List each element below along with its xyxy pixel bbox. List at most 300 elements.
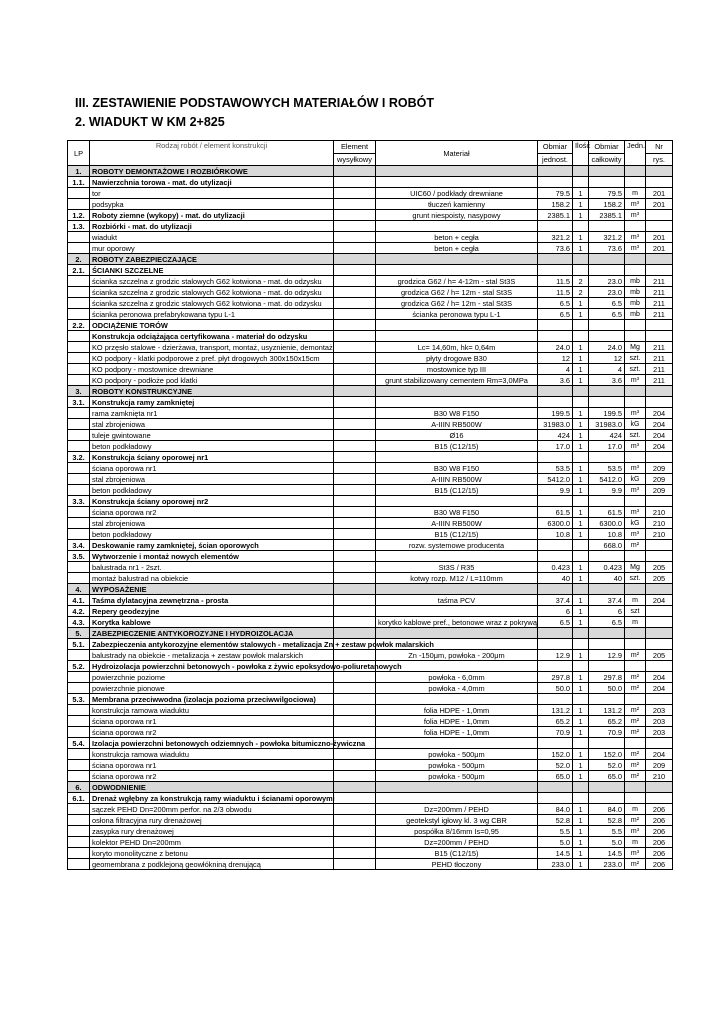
row-material: B30 W8 F150 bbox=[376, 463, 538, 474]
row-unit: Mg bbox=[625, 342, 646, 353]
row-total: 70.9 bbox=[589, 727, 625, 738]
row-unit bbox=[625, 793, 646, 804]
row-lp bbox=[68, 771, 90, 782]
row-unit: m³ bbox=[625, 210, 646, 221]
row-drawing-nr bbox=[646, 331, 673, 342]
row-unit: m³ bbox=[625, 463, 646, 474]
row-name: ściana oporowa nr1 bbox=[90, 463, 334, 474]
row-element bbox=[334, 771, 376, 782]
row-lp: 5.2. bbox=[68, 661, 90, 672]
row-name: KO podpory - mostownice drewniane bbox=[90, 364, 334, 375]
row-qty bbox=[573, 584, 589, 595]
row-material bbox=[376, 386, 538, 397]
row-qty: 2 bbox=[573, 276, 589, 287]
row-material bbox=[376, 452, 538, 463]
row-unit-measure: 321.2 bbox=[538, 232, 573, 243]
table-row bbox=[68, 441, 673, 452]
row-lp bbox=[68, 837, 90, 848]
row-name: ściana oporowa nr2 bbox=[90, 507, 334, 518]
row-unit bbox=[625, 254, 646, 265]
row-drawing-nr: 210 bbox=[646, 518, 673, 529]
row-element bbox=[334, 342, 376, 353]
row-unit: m³ bbox=[625, 408, 646, 419]
row-unit: m² bbox=[625, 705, 646, 716]
row-total: 4 bbox=[589, 364, 625, 375]
row-unit-measure: 11.5 bbox=[538, 276, 573, 287]
row-lp bbox=[68, 474, 90, 485]
section-row bbox=[68, 386, 673, 397]
col-header-unit-measure: Obmiar bbox=[538, 141, 573, 154]
row-material: folia HDPE - 1,0mm bbox=[376, 705, 538, 716]
row-name: stal zbrojeniowa bbox=[90, 419, 334, 430]
row-name: ODWODNIENIE bbox=[90, 782, 334, 793]
row-name: Konstrukcja ściany oporowej nr2 bbox=[90, 496, 334, 507]
table-row bbox=[68, 188, 673, 199]
row-element bbox=[334, 221, 376, 232]
row-total: 65.2 bbox=[589, 716, 625, 727]
row-total: 424 bbox=[589, 430, 625, 441]
row-material: B15 (C12/15) bbox=[376, 848, 538, 859]
row-lp: 1.3. bbox=[68, 221, 90, 232]
row-lp bbox=[68, 419, 90, 430]
row-unit bbox=[625, 397, 646, 408]
row-lp bbox=[68, 650, 90, 661]
row-total: 152.0 bbox=[589, 749, 625, 760]
row-unit-measure bbox=[538, 628, 573, 639]
section-row bbox=[68, 254, 673, 265]
row-lp bbox=[68, 727, 90, 738]
row-lp: 5. bbox=[68, 628, 90, 639]
row-qty bbox=[573, 496, 589, 507]
row-name: beton podkładowy bbox=[90, 441, 334, 452]
row-lp bbox=[68, 331, 90, 342]
row-unit-measure: 3.6 bbox=[538, 375, 573, 386]
col-header-lp: LP bbox=[68, 141, 90, 166]
table-row bbox=[68, 573, 673, 584]
row-material: grodzica G62 / h= 12m - stal St3S bbox=[376, 298, 538, 309]
row-unit-measure bbox=[538, 584, 573, 595]
group-row bbox=[68, 595, 673, 606]
row-name: ścianka szczelna z grodzic stalowych G62 kotwiona - mat. do odzysku bbox=[90, 298, 334, 309]
row-unit-measure: 31983.0 bbox=[538, 419, 573, 430]
row-unit bbox=[625, 661, 646, 672]
row-total: 31983.0 bbox=[589, 419, 625, 430]
row-qty: 1 bbox=[573, 804, 589, 815]
row-qty bbox=[573, 793, 589, 804]
row-name: Izolacja powierzchni betonowych odziemnych - powłoka bitumiczno-żywiczna bbox=[90, 738, 334, 749]
row-unit: szt. bbox=[625, 430, 646, 441]
row-qty: 1 bbox=[573, 309, 589, 320]
row-drawing-nr: 211 bbox=[646, 309, 673, 320]
row-lp bbox=[68, 562, 90, 573]
table-row bbox=[68, 826, 673, 837]
table-row bbox=[68, 298, 673, 309]
row-lp: 3. bbox=[68, 386, 90, 397]
row-material bbox=[376, 496, 538, 507]
row-drawing-nr: 211 bbox=[646, 364, 673, 375]
row-lp bbox=[68, 287, 90, 298]
subsection-heading: 2. WIADUKT W KM 2+825 bbox=[75, 115, 225, 129]
row-drawing-nr bbox=[646, 584, 673, 595]
row-element bbox=[334, 353, 376, 364]
row-name: Repery geodezyjne bbox=[90, 606, 334, 617]
row-element bbox=[334, 683, 376, 694]
row-drawing-nr: 209 bbox=[646, 474, 673, 485]
row-unit: m³ bbox=[625, 441, 646, 452]
row-material: rozw. systemowe producenta bbox=[376, 540, 538, 551]
row-qty bbox=[573, 166, 589, 177]
row-drawing-nr bbox=[646, 452, 673, 463]
row-qty: 1 bbox=[573, 859, 589, 870]
row-unit-measure: 6300.0 bbox=[538, 518, 573, 529]
row-qty: 1 bbox=[573, 408, 589, 419]
row-name: Wytworzenie i montaż nowych elementów bbox=[90, 551, 334, 562]
group-row bbox=[68, 397, 673, 408]
row-element bbox=[334, 848, 376, 859]
row-total: 79.5 bbox=[589, 188, 625, 199]
row-qty: 1 bbox=[573, 188, 589, 199]
row-lp bbox=[68, 463, 90, 474]
row-drawing-nr bbox=[646, 210, 673, 221]
row-lp: 2. bbox=[68, 254, 90, 265]
row-element bbox=[334, 232, 376, 243]
row-material: B30 W8 F150 bbox=[376, 507, 538, 518]
row-material: ścianka peronowa typu L-1 bbox=[376, 309, 538, 320]
table-row bbox=[68, 364, 673, 375]
table-row bbox=[68, 529, 673, 540]
row-element bbox=[334, 650, 376, 661]
row-drawing-nr: 204 bbox=[646, 408, 673, 419]
row-unit bbox=[625, 177, 646, 188]
row-material: Ø16 bbox=[376, 430, 538, 441]
row-unit-measure: 0.423 bbox=[538, 562, 573, 573]
row-unit-measure bbox=[538, 496, 573, 507]
row-total bbox=[589, 397, 625, 408]
row-element bbox=[334, 529, 376, 540]
row-unit-measure bbox=[538, 782, 573, 793]
row-lp bbox=[68, 683, 90, 694]
row-element bbox=[334, 463, 376, 474]
row-material: A-IIIN RB500W bbox=[376, 518, 538, 529]
row-unit-measure: 9.9 bbox=[538, 485, 573, 496]
row-drawing-nr bbox=[646, 540, 673, 551]
row-element bbox=[334, 760, 376, 771]
row-lp bbox=[68, 705, 90, 716]
row-unit bbox=[625, 265, 646, 276]
row-lp bbox=[68, 760, 90, 771]
row-material bbox=[376, 584, 538, 595]
row-drawing-nr bbox=[646, 738, 673, 749]
row-element bbox=[334, 298, 376, 309]
row-name: beton podkładowy bbox=[90, 529, 334, 540]
row-drawing-nr: 211 bbox=[646, 298, 673, 309]
row-unit bbox=[625, 386, 646, 397]
row-total bbox=[589, 221, 625, 232]
row-lp bbox=[68, 507, 90, 518]
row-unit: m² bbox=[625, 672, 646, 683]
row-drawing-nr: 211 bbox=[646, 287, 673, 298]
row-material bbox=[376, 793, 538, 804]
row-total bbox=[589, 639, 625, 650]
row-name: ściana oporowa nr2 bbox=[90, 771, 334, 782]
row-lp bbox=[68, 716, 90, 727]
row-unit: Mg bbox=[625, 562, 646, 573]
row-element bbox=[334, 727, 376, 738]
row-element bbox=[334, 584, 376, 595]
row-material bbox=[376, 738, 538, 749]
row-material: powłoka - 500μm bbox=[376, 749, 538, 760]
row-unit-measure: 65.0 bbox=[538, 771, 573, 782]
row-lp bbox=[68, 364, 90, 375]
table-row bbox=[68, 232, 673, 243]
row-unit-measure: 158.2 bbox=[538, 199, 573, 210]
row-unit-measure bbox=[538, 397, 573, 408]
row-total bbox=[589, 551, 625, 562]
row-name: osłona filtracyjna rury drenażowej bbox=[90, 815, 334, 826]
row-total: 6.5 bbox=[589, 298, 625, 309]
row-unit: kG bbox=[625, 474, 646, 485]
row-lp bbox=[68, 749, 90, 760]
row-qty bbox=[573, 254, 589, 265]
group-row bbox=[68, 221, 673, 232]
row-lp bbox=[68, 353, 90, 364]
row-name: podsypka bbox=[90, 199, 334, 210]
row-drawing-nr: 204 bbox=[646, 595, 673, 606]
row-material bbox=[376, 606, 538, 617]
row-total bbox=[589, 793, 625, 804]
row-material: Lc= 14,60m, hk= 0,64m bbox=[376, 342, 538, 353]
row-element bbox=[334, 716, 376, 727]
row-lp bbox=[68, 573, 90, 584]
row-total: 9.9 bbox=[589, 485, 625, 496]
row-total bbox=[589, 320, 625, 331]
row-unit-measure: 37.4 bbox=[538, 595, 573, 606]
row-unit-measure: 5.5 bbox=[538, 826, 573, 837]
row-unit-measure bbox=[538, 166, 573, 177]
row-name: sączek PEHD Dn=200mm perfor. na 2/3 obwodu bbox=[90, 804, 334, 815]
row-name: ROBOTY DEMONTAŻOWE I ROZBIÓRKOWE bbox=[90, 166, 334, 177]
row-element bbox=[334, 210, 376, 221]
table-row bbox=[68, 650, 673, 661]
col-header-unit-measure-2: jednost. bbox=[538, 153, 573, 166]
row-name: stal zbrojeniowa bbox=[90, 474, 334, 485]
row-total: 131.2 bbox=[589, 705, 625, 716]
row-element bbox=[334, 804, 376, 815]
row-drawing-nr: 204 bbox=[646, 419, 673, 430]
row-material: płyty drogowe B30 bbox=[376, 353, 538, 364]
row-material bbox=[376, 320, 538, 331]
row-lp: 3.1. bbox=[68, 397, 90, 408]
row-name: powierzchnie poziome bbox=[90, 672, 334, 683]
row-lp bbox=[68, 859, 90, 870]
table-row bbox=[68, 353, 673, 364]
row-element bbox=[334, 243, 376, 254]
group-row bbox=[68, 540, 673, 551]
row-drawing-nr: 201 bbox=[646, 232, 673, 243]
row-name: KO podpory - podłoże pod klatki bbox=[90, 375, 334, 386]
row-lp: 5.4. bbox=[68, 738, 90, 749]
group-row bbox=[68, 661, 673, 672]
row-unit-measure: 65.2 bbox=[538, 716, 573, 727]
row-element bbox=[334, 441, 376, 452]
row-name: ściana oporowa nr1 bbox=[90, 760, 334, 771]
row-drawing-nr bbox=[646, 782, 673, 793]
row-total bbox=[589, 496, 625, 507]
row-material: B15 (C12/15) bbox=[376, 529, 538, 540]
row-unit-measure bbox=[538, 694, 573, 705]
row-material bbox=[376, 331, 538, 342]
table-row bbox=[68, 342, 673, 353]
row-unit-measure bbox=[538, 661, 573, 672]
row-lp: 2.1. bbox=[68, 265, 90, 276]
row-lp bbox=[68, 485, 90, 496]
row-unit-measure: 40 bbox=[538, 573, 573, 584]
row-unit-measure: 10.8 bbox=[538, 529, 573, 540]
row-drawing-nr bbox=[646, 551, 673, 562]
table-row bbox=[68, 760, 673, 771]
group-row bbox=[68, 551, 673, 562]
section-row bbox=[68, 782, 673, 793]
row-element bbox=[334, 573, 376, 584]
row-name: WYPOSAŻENIE bbox=[90, 584, 334, 595]
row-qty bbox=[573, 452, 589, 463]
row-unit bbox=[625, 782, 646, 793]
row-unit-measure: 6.5 bbox=[538, 309, 573, 320]
row-total: 668.0 bbox=[589, 540, 625, 551]
row-drawing-nr: 203 bbox=[646, 727, 673, 738]
row-material: folia HDPE - 1,0mm bbox=[376, 727, 538, 738]
col-header-total-2: całkowity bbox=[589, 153, 625, 166]
row-qty: 1 bbox=[573, 573, 589, 584]
row-lp: 5.1. bbox=[68, 639, 90, 650]
row-qty: 1 bbox=[573, 507, 589, 518]
row-total: 40 bbox=[589, 573, 625, 584]
row-total bbox=[589, 166, 625, 177]
row-unit bbox=[625, 320, 646, 331]
row-element bbox=[334, 606, 376, 617]
row-total: 65.0 bbox=[589, 771, 625, 782]
row-unit-measure: 79.5 bbox=[538, 188, 573, 199]
row-name: Roboty ziemne (wykopy) - mat. do utylizacji bbox=[90, 210, 334, 221]
row-drawing-nr: 203 bbox=[646, 705, 673, 716]
row-name: balustrada nr1 - 2szt. bbox=[90, 562, 334, 573]
row-material: mostownice typ III bbox=[376, 364, 538, 375]
row-lp bbox=[68, 232, 90, 243]
row-qty bbox=[573, 397, 589, 408]
row-unit: m² bbox=[625, 771, 646, 782]
table-row bbox=[68, 672, 673, 683]
row-unit: m² bbox=[625, 727, 646, 738]
row-unit: szt. bbox=[625, 364, 646, 375]
row-qty: 1 bbox=[573, 716, 589, 727]
row-lp: 6.1. bbox=[68, 793, 90, 804]
row-total: 52.0 bbox=[589, 760, 625, 771]
row-name: balustrady na obiekcie - metalizacja + zestaw powłok malarskich bbox=[90, 650, 334, 661]
row-drawing-nr: 204 bbox=[646, 749, 673, 760]
row-unit-measure bbox=[538, 793, 573, 804]
row-total: 5412.0 bbox=[589, 474, 625, 485]
row-unit: mb bbox=[625, 276, 646, 287]
col-header-name: Rodzaj robót / element konstrukcji bbox=[90, 141, 334, 166]
row-unit: m bbox=[625, 595, 646, 606]
row-unit-measure: 24.0 bbox=[538, 342, 573, 353]
row-total: 61.5 bbox=[589, 507, 625, 518]
row-lp: 4.1. bbox=[68, 595, 90, 606]
row-name: montaż balustrad na obiekcie bbox=[90, 573, 334, 584]
row-name: Deskowanie ramy zamkniętej, ścian oporowych bbox=[90, 540, 334, 551]
row-element bbox=[334, 485, 376, 496]
row-unit-measure: 6.5 bbox=[538, 298, 573, 309]
row-element bbox=[334, 551, 376, 562]
row-unit-measure: 61.5 bbox=[538, 507, 573, 518]
row-unit bbox=[625, 628, 646, 639]
row-unit: m² bbox=[625, 716, 646, 727]
row-material bbox=[376, 221, 538, 232]
row-drawing-nr: 206 bbox=[646, 815, 673, 826]
row-material bbox=[376, 628, 538, 639]
row-element bbox=[334, 188, 376, 199]
row-element bbox=[334, 320, 376, 331]
row-element bbox=[334, 518, 376, 529]
row-qty bbox=[573, 320, 589, 331]
row-drawing-nr bbox=[646, 221, 673, 232]
row-qty bbox=[573, 782, 589, 793]
row-drawing-nr: 204 bbox=[646, 441, 673, 452]
row-name: wiadukt bbox=[90, 232, 334, 243]
row-unit-measure bbox=[538, 551, 573, 562]
row-unit-measure bbox=[538, 386, 573, 397]
row-element bbox=[334, 507, 376, 518]
row-unit: kG bbox=[625, 419, 646, 430]
row-element bbox=[334, 474, 376, 485]
row-name: konstrukcja ramowa wiaduktu bbox=[90, 749, 334, 760]
group-row bbox=[68, 694, 673, 705]
row-qty: 1 bbox=[573, 474, 589, 485]
row-qty: 1 bbox=[573, 518, 589, 529]
group-row bbox=[68, 452, 673, 463]
table-row bbox=[68, 727, 673, 738]
row-name: geomembrana z podklejoną geowłókniną drenującą bbox=[90, 859, 334, 870]
row-total: 52.8 bbox=[589, 815, 625, 826]
row-material: B15 (C12/15) bbox=[376, 441, 538, 452]
col-header-total: Obmiar bbox=[589, 141, 625, 154]
row-unit: kG bbox=[625, 518, 646, 529]
row-total: 0.423 bbox=[589, 562, 625, 573]
row-drawing-nr: 209 bbox=[646, 463, 673, 474]
row-material: grunt niespoisty, nasypowy bbox=[376, 210, 538, 221]
row-unit-measure: 4 bbox=[538, 364, 573, 375]
row-name: ROBOTY KONSTRUKCYJNE bbox=[90, 386, 334, 397]
row-name: ŚCIANKI SZCZELNE bbox=[90, 265, 334, 276]
row-unit-measure: 84.0 bbox=[538, 804, 573, 815]
row-qty bbox=[573, 661, 589, 672]
row-unit-measure bbox=[538, 221, 573, 232]
row-total: 53.5 bbox=[589, 463, 625, 474]
row-unit bbox=[625, 694, 646, 705]
row-unit-measure: 6.5 bbox=[538, 617, 573, 628]
row-unit bbox=[625, 738, 646, 749]
row-unit: m² bbox=[625, 815, 646, 826]
table-row bbox=[68, 309, 673, 320]
row-drawing-nr: 211 bbox=[646, 353, 673, 364]
row-lp: 1.2. bbox=[68, 210, 90, 221]
row-qty: 1 bbox=[573, 375, 589, 386]
row-qty: 1 bbox=[573, 529, 589, 540]
row-name: Konstrukcja odciążająca certyfikowana - materiał do odzysku bbox=[90, 331, 334, 342]
row-name: KO przęsło stalowe - dzierżawa, transport, montaż, usyznienie, demontaż bbox=[90, 342, 334, 353]
group-row bbox=[68, 617, 673, 628]
row-qty: 1 bbox=[573, 650, 589, 661]
